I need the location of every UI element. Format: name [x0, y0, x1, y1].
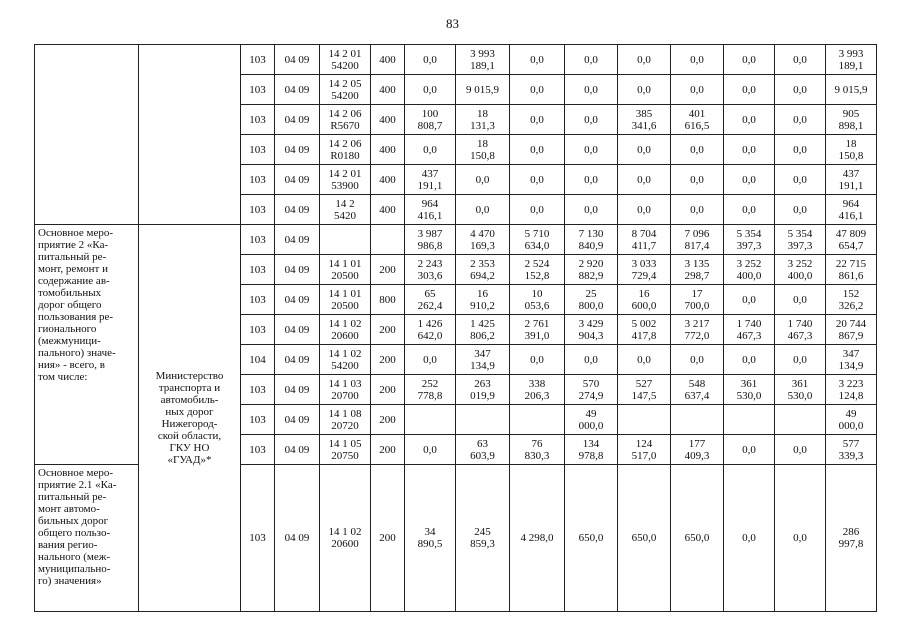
- year-value-cell: 0,0: [565, 135, 618, 165]
- year-value-cell: 0,0: [618, 45, 671, 75]
- year-value-cell: 3 429 904,3: [565, 315, 618, 345]
- year-value-cell: 0,0: [510, 105, 565, 135]
- vr-cell: 400: [371, 45, 405, 75]
- rzpr-cell: 04 09: [275, 45, 320, 75]
- total-cell: 18 150,8: [826, 135, 877, 165]
- year-value-cell: 650,0: [618, 465, 671, 612]
- grbs-cell: 103: [241, 195, 275, 225]
- year-value-cell: 361 530,0: [724, 375, 775, 405]
- year-value-cell: 0,0: [775, 165, 826, 195]
- year-value-cell: 0,0: [510, 75, 565, 105]
- year-value-cell: 0,0: [510, 345, 565, 375]
- year-value-cell: 0,0: [775, 465, 826, 612]
- year-value-cell: 0,0: [618, 135, 671, 165]
- year-value-cell: 437 191,1: [405, 165, 456, 195]
- year-value-cell: 650,0: [671, 465, 724, 612]
- year-value-cell: 0,0: [565, 45, 618, 75]
- year-value-cell: 0,0: [775, 45, 826, 75]
- year-value-cell: 361 530,0: [775, 375, 826, 405]
- year-value-cell: 0,0: [671, 195, 724, 225]
- year-value-cell: 5 354 397,3: [775, 225, 826, 255]
- year-value-cell: 1 740 467,3: [724, 315, 775, 345]
- grbs-cell: 104: [241, 345, 275, 375]
- year-value-cell: 8 704 411,7: [618, 225, 671, 255]
- total-cell: 286 997,8: [826, 465, 877, 612]
- executor-name: Министерство транспорта и автомобиль- ных дорог Нижегород- ской области, ГКУ НО «ГУАД»*: [139, 225, 241, 612]
- rzpr-cell: 04 09: [275, 465, 320, 612]
- year-value-cell: 0,0: [724, 195, 775, 225]
- year-value-cell: 0,0: [724, 465, 775, 612]
- year-value-cell: 0,0: [775, 135, 826, 165]
- year-value-cell: 177 409,3: [671, 435, 724, 465]
- year-value-cell: 245 859,3: [456, 465, 510, 612]
- year-value-cell: 65 262,4: [405, 285, 456, 315]
- year-value-cell: 1 740 467,3: [775, 315, 826, 345]
- year-value-cell: 0,0: [565, 75, 618, 105]
- year-value-cell: 4 298,0: [510, 465, 565, 612]
- year-value-cell: 0,0: [671, 45, 724, 75]
- grbs-cell: 103: [241, 255, 275, 285]
- year-value-cell: 0,0: [724, 135, 775, 165]
- year-value-cell: 124 517,0: [618, 435, 671, 465]
- csr-cell: [320, 225, 371, 255]
- year-value-cell: 134 978,8: [565, 435, 618, 465]
- year-value-cell: 401 616,5: [671, 105, 724, 135]
- year-value-cell: 3 987 986,8: [405, 225, 456, 255]
- csr-cell: 14 1 08 20720: [320, 405, 371, 435]
- year-value-cell: 2 524 152,8: [510, 255, 565, 285]
- vr-cell: 200: [371, 375, 405, 405]
- vr-cell: 400: [371, 105, 405, 135]
- year-value-cell: 3 993 189,1: [456, 45, 510, 75]
- year-value-cell: 0,0: [565, 345, 618, 375]
- rzpr-cell: 04 09: [275, 225, 320, 255]
- year-value-cell: 3 217 772,0: [671, 315, 724, 345]
- year-value-cell: 964 416,1: [405, 195, 456, 225]
- year-value-cell: 0,0: [671, 165, 724, 195]
- year-value-cell: [456, 405, 510, 435]
- grbs-cell: 103: [241, 75, 275, 105]
- year-value-cell: 263 019,9: [456, 375, 510, 405]
- year-value-cell: 0,0: [405, 75, 456, 105]
- total-cell: 905 898,1: [826, 105, 877, 135]
- csr-cell: 14 1 01 20500: [320, 285, 371, 315]
- csr-cell: 14 1 01 20500: [320, 255, 371, 285]
- activity-21-title: Основное меро- приятие 2.1 «Ка- питальный ре- монт автомо- бильных дорог общего пользо- вания регио- нального (меж- муниципально- го) значения»: [35, 465, 139, 612]
- year-value-cell: 0,0: [724, 45, 775, 75]
- year-value-cell: 25 800,0: [565, 285, 618, 315]
- year-value-cell: 0,0: [724, 165, 775, 195]
- year-value-cell: 0,0: [618, 195, 671, 225]
- grbs-cell: 103: [241, 105, 275, 135]
- year-value-cell: 527 147,5: [618, 375, 671, 405]
- year-value-cell: 2 761 391,0: [510, 315, 565, 345]
- rzpr-cell: 04 09: [275, 315, 320, 345]
- year-value-cell: 5 002 417,8: [618, 315, 671, 345]
- year-value-cell: 5 710 634,0: [510, 225, 565, 255]
- year-value-cell: 17 700,0: [671, 285, 724, 315]
- year-value-cell: 0,0: [456, 195, 510, 225]
- year-value-cell: 0,0: [405, 435, 456, 465]
- year-value-cell: 1 426 642,0: [405, 315, 456, 345]
- year-value-cell: 0,0: [724, 285, 775, 315]
- csr-cell: 14 2 01 53900: [320, 165, 371, 195]
- year-value-cell: 10 053,6: [510, 285, 565, 315]
- year-value-cell: 7 096 817,4: [671, 225, 724, 255]
- total-cell: 437 191,1: [826, 165, 877, 195]
- year-value-cell: 63 603,9: [456, 435, 510, 465]
- rzpr-cell: 04 09: [275, 195, 320, 225]
- year-value-cell: [724, 405, 775, 435]
- vr-cell: 200: [371, 315, 405, 345]
- year-value-cell: 0,0: [510, 165, 565, 195]
- year-value-cell: 0,0: [618, 75, 671, 105]
- csr-cell: 14 1 05 20750: [320, 435, 371, 465]
- rzpr-cell: 04 09: [275, 345, 320, 375]
- year-value-cell: [510, 405, 565, 435]
- budget-table: [34, 44, 877, 612]
- year-value-cell: 16 600,0: [618, 285, 671, 315]
- year-value-cell: 650,0: [565, 465, 618, 612]
- csr-cell: 14 1 02 20600: [320, 315, 371, 345]
- year-value-cell: 49 000,0: [565, 405, 618, 435]
- table-body: [35, 45, 877, 612]
- year-value-cell: 2 920 882,9: [565, 255, 618, 285]
- year-value-cell: 0,0: [618, 345, 671, 375]
- vr-cell: 400: [371, 75, 405, 105]
- year-value-cell: 16 910,2: [456, 285, 510, 315]
- year-value-cell: 5 354 397,3: [724, 225, 775, 255]
- year-value-cell: 0,0: [671, 75, 724, 105]
- grbs-cell: 103: [241, 315, 275, 345]
- rzpr-cell: 04 09: [275, 75, 320, 105]
- year-value-cell: 338 206,3: [510, 375, 565, 405]
- total-cell: 577 339,3: [826, 435, 877, 465]
- vr-cell: 200: [371, 465, 405, 612]
- vr-cell: 400: [371, 165, 405, 195]
- total-cell: 49 000,0: [826, 405, 877, 435]
- year-value-cell: 4 470 169,3: [456, 225, 510, 255]
- total-cell: 3 223 124,8: [826, 375, 877, 405]
- total-cell: 9 015,9: [826, 75, 877, 105]
- total-cell: 22 715 861,6: [826, 255, 877, 285]
- year-value-cell: 3 135 298,7: [671, 255, 724, 285]
- grbs-cell: 103: [241, 165, 275, 195]
- year-value-cell: 3 252 400,0: [775, 255, 826, 285]
- activity-2-title: Основное меро- приятие 2 «Ка- питальный ре- монт, ремонт и содержание ав- томобильных дорог общего пользования ре- гионального (межмуници- пального) значе- ния» - всего, в том числе:: [35, 225, 139, 465]
- total-cell: 20 744 867,9: [826, 315, 877, 345]
- year-value-cell: 76 830,3: [510, 435, 565, 465]
- description-cell: [35, 45, 139, 225]
- csr-cell: 14 2 05 54200: [320, 75, 371, 105]
- year-value-cell: 9 015,9: [456, 75, 510, 105]
- year-value-cell: [775, 405, 826, 435]
- total-cell: 964 416,1: [826, 195, 877, 225]
- year-value-cell: 2 243 303,6: [405, 255, 456, 285]
- year-value-cell: 0,0: [565, 105, 618, 135]
- year-value-cell: 0,0: [405, 135, 456, 165]
- year-value-cell: 2 353 694,2: [456, 255, 510, 285]
- year-value-cell: 0,0: [775, 285, 826, 315]
- rzpr-cell: 04 09: [275, 435, 320, 465]
- year-value-cell: 7 130 840,9: [565, 225, 618, 255]
- year-value-cell: 0,0: [671, 345, 724, 375]
- year-value-cell: 0,0: [775, 195, 826, 225]
- total-cell: 3 993 189,1: [826, 45, 877, 75]
- vr-cell: [371, 225, 405, 255]
- rzpr-cell: 04 09: [275, 255, 320, 285]
- year-value-cell: [618, 405, 671, 435]
- year-value-cell: 0,0: [724, 345, 775, 375]
- grbs-cell: 103: [241, 285, 275, 315]
- table-row: [35, 225, 877, 255]
- total-cell: 347 134,9: [826, 345, 877, 375]
- year-value-cell: 0,0: [405, 345, 456, 375]
- year-value-cell: 0,0: [775, 345, 826, 375]
- vr-cell: 400: [371, 195, 405, 225]
- year-value-cell: 100 808,7: [405, 105, 456, 135]
- year-value-cell: 0,0: [775, 75, 826, 105]
- table-row: [35, 45, 877, 75]
- grbs-cell: 103: [241, 135, 275, 165]
- csr-cell: 14 1 02 20600: [320, 465, 371, 612]
- grbs-cell: 103: [241, 225, 275, 255]
- grbs-cell: 103: [241, 435, 275, 465]
- grbs-cell: 103: [241, 405, 275, 435]
- year-value-cell: 0,0: [618, 165, 671, 195]
- rzpr-cell: 04 09: [275, 405, 320, 435]
- grbs-cell: 103: [241, 465, 275, 612]
- csr-cell: 14 2 5420: [320, 195, 371, 225]
- year-value-cell: 0,0: [405, 45, 456, 75]
- page-number: 83: [446, 16, 459, 31]
- year-value-cell: 3 033 729,4: [618, 255, 671, 285]
- year-value-cell: 0,0: [724, 435, 775, 465]
- year-value-cell: 34 890,5: [405, 465, 456, 612]
- rzpr-cell: 04 09: [275, 285, 320, 315]
- grbs-cell: 103: [241, 375, 275, 405]
- vr-cell: 200: [371, 255, 405, 285]
- year-value-cell: 548 637,4: [671, 375, 724, 405]
- rzpr-cell: 04 09: [275, 135, 320, 165]
- year-value-cell: 18 150,8: [456, 135, 510, 165]
- rzpr-cell: 04 09: [275, 375, 320, 405]
- executor-cell: [139, 45, 241, 225]
- year-value-cell: 1 425 806,2: [456, 315, 510, 345]
- year-value-cell: 18 131,3: [456, 105, 510, 135]
- csr-cell: 14 1 03 20700: [320, 375, 371, 405]
- year-value-cell: [405, 405, 456, 435]
- year-value-cell: 385 341,6: [618, 105, 671, 135]
- vr-cell: 200: [371, 345, 405, 375]
- year-value-cell: 0,0: [456, 165, 510, 195]
- csr-cell: 14 2 01 54200: [320, 45, 371, 75]
- year-value-cell: 3 252 400,0: [724, 255, 775, 285]
- grbs-cell: 103: [241, 45, 275, 75]
- year-value-cell: 0,0: [510, 135, 565, 165]
- csr-cell: 14 1 02 54200: [320, 345, 371, 375]
- year-value-cell: [671, 405, 724, 435]
- year-value-cell: 252 778,8: [405, 375, 456, 405]
- vr-cell: 200: [371, 405, 405, 435]
- year-value-cell: 0,0: [510, 45, 565, 75]
- year-value-cell: 347 134,9: [456, 345, 510, 375]
- year-value-cell: 0,0: [775, 105, 826, 135]
- year-value-cell: 0,0: [724, 75, 775, 105]
- vr-cell: 400: [371, 135, 405, 165]
- rzpr-cell: 04 09: [275, 105, 320, 135]
- year-value-cell: 0,0: [775, 435, 826, 465]
- year-value-cell: 0,0: [671, 135, 724, 165]
- total-cell: 47 809 654,7: [826, 225, 877, 255]
- year-value-cell: 0,0: [510, 195, 565, 225]
- total-cell: 152 326,2: [826, 285, 877, 315]
- vr-cell: 800: [371, 285, 405, 315]
- year-value-cell: 0,0: [565, 195, 618, 225]
- year-value-cell: 0,0: [724, 105, 775, 135]
- csr-cell: 14 2 06 R0180: [320, 135, 371, 165]
- csr-cell: 14 2 06 R5670: [320, 105, 371, 135]
- vr-cell: 200: [371, 435, 405, 465]
- year-value-cell: 570 274,9: [565, 375, 618, 405]
- year-value-cell: 0,0: [565, 165, 618, 195]
- rzpr-cell: 04 09: [275, 165, 320, 195]
